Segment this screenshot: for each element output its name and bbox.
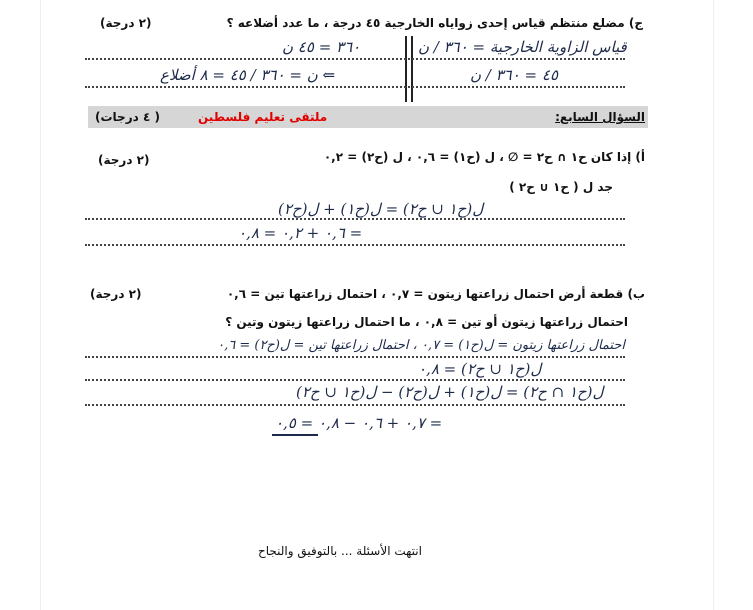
divider-line-2 [411, 36, 413, 102]
question-b-sub: احتمال زراعتها زيتون أو تين = ٠,٨ ، ما احتمال زراعتها زيتون وتين ؟ [225, 315, 628, 329]
hand-b-line2: ل(ح١ ∪ ح٢) = ٠,٨ [418, 360, 542, 378]
dotted-line [85, 86, 625, 88]
dotted-line [85, 218, 625, 220]
hand-b-line3: ل(ح١ ∩ ح٢) = ل(ح١) + ل(ح٢) − ل(ح١ ∪ ح٢) [296, 383, 604, 401]
question-b: ب) قطعة أرض احتمال زراعتها زيتون = ٠,٧ ، احتمال زراعتها تين = ٠,٦ [226, 287, 645, 301]
section-marks: ( ٤ درجات) [95, 110, 160, 124]
hand-b-line1: احتمال زراعتها زيتون = ل(ح١) = ٠,٧ ، احتمال زراعتها تين = ل(ح٢) = ٠,٦ [217, 338, 625, 353]
dotted-line [85, 244, 625, 246]
hand-b-line4: = ٠,٧ + ٠,٦ − ٠,٨ = ٠,٥ [275, 414, 443, 432]
answer-underline [272, 434, 318, 436]
hand-c-line2-right: ٤٥ = ٣٦٠ / ن [470, 66, 559, 84]
footer-text: انتهت الأسئلة ... بالتوفيق والنجاح [258, 544, 422, 558]
dotted-line [85, 356, 625, 358]
dotted-line [85, 58, 625, 60]
dotted-line [85, 379, 625, 381]
hand-c-line2-left: ⇐ ن = ٣٦٠ / ٤٥ = ٨ أضلاع [160, 66, 336, 84]
section-title: السؤال السابع: [555, 110, 645, 124]
question-a-sub: جد ل ( ح١ ∪ ح٢ ) [509, 180, 613, 194]
hand-c-line1-left: ٣٦٠ = ٤٥ ن [282, 38, 361, 56]
hand-a-line2: = ٠,٦ + ٠,٢ = ٠,٨ [238, 224, 363, 242]
divider-line-1 [405, 36, 407, 102]
marks-b: (٢ درجة) [90, 287, 142, 301]
hand-a-line1: ل(ح١ ∪ ح٢) = ل(ح١) + ل(ح٢) [278, 200, 484, 218]
marks-a: (٢ درجة) [98, 153, 150, 167]
question-c: ج) مضلع منتظم قياس إحدى زواياه الخارجية ٤٥ درجة ، ما عدد أضلاعه ؟ [226, 16, 643, 30]
marks-c: (٢ درجة) [100, 16, 152, 30]
hand-c-line1-right: قياس الزاوية الخارجية = ٣٦٠ / ن [418, 38, 627, 56]
dotted-line [85, 404, 625, 406]
question-a: أ) إذا كان ح١ ∩ ح٢ = ∅ ، ل (ح١) = ٠,٦ ، ل (ح٢) = ٠,٢ [323, 150, 645, 164]
site-watermark: ملتقى تعليم فلسطين [198, 110, 328, 124]
exam-page [40, 0, 714, 610]
